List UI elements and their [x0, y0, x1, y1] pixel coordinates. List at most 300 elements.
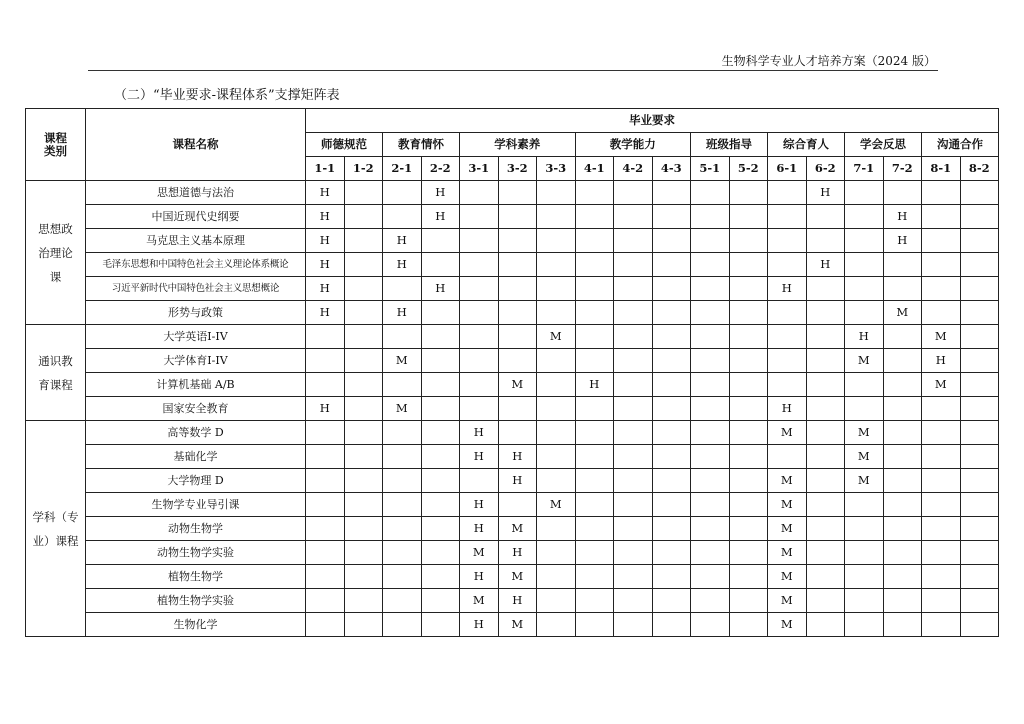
table-row — [26, 541, 999, 565]
support-level-cell — [537, 613, 576, 637]
support-level-cell — [883, 613, 922, 637]
support-level-cell: H — [383, 253, 422, 277]
support-level-cell — [344, 397, 383, 421]
course-name-cell: 思想道德与法治 — [86, 181, 306, 205]
support-level-cell — [922, 517, 961, 541]
course-name-cell: 大学物理 D — [86, 469, 306, 493]
support-level-cell — [614, 349, 653, 373]
support-level-cell — [806, 445, 845, 469]
support-level-cell — [575, 301, 614, 325]
support-level-cell — [344, 445, 383, 469]
support-level-cell — [845, 397, 884, 421]
support-level-cell — [922, 229, 961, 253]
support-level-cell — [383, 181, 422, 205]
support-level-cell: M — [845, 445, 884, 469]
table-row — [26, 301, 999, 325]
support-level-cell — [652, 373, 691, 397]
support-level-cell — [306, 421, 345, 445]
support-level-cell — [498, 421, 537, 445]
support-level-cell — [344, 589, 383, 613]
support-level-cell: H — [421, 277, 460, 301]
support-level-cell — [883, 469, 922, 493]
col-header-requirements: 毕业要求 — [306, 109, 999, 133]
support-level-cell — [383, 541, 422, 565]
support-level-cell — [960, 397, 999, 421]
support-level-cell — [575, 445, 614, 469]
support-level-cell — [614, 541, 653, 565]
support-level-cell — [460, 397, 499, 421]
support-level-cell — [460, 349, 499, 373]
support-level-cell — [344, 181, 383, 205]
support-level-cell — [806, 517, 845, 541]
support-level-cell — [575, 253, 614, 277]
support-level-cell: H — [498, 469, 537, 493]
support-level-cell — [421, 589, 460, 613]
support-level-cell: H — [498, 541, 537, 565]
support-level-cell — [575, 421, 614, 445]
support-level-cell: H — [883, 229, 922, 253]
support-level-cell — [498, 493, 537, 517]
support-level-cell: H — [768, 397, 807, 421]
support-level-cell — [383, 517, 422, 541]
support-level-cell — [768, 373, 807, 397]
support-level-cell — [614, 517, 653, 541]
support-level-cell — [960, 517, 999, 541]
support-level-cell — [498, 229, 537, 253]
support-level-cell: H — [306, 229, 345, 253]
course-name-cell: 习近平新时代中国特色社会主义思想概论 — [86, 277, 306, 301]
support-level-cell — [344, 421, 383, 445]
support-level-cell — [883, 397, 922, 421]
support-level-cell — [652, 253, 691, 277]
support-level-cell — [845, 493, 884, 517]
support-level-cell — [883, 445, 922, 469]
support-level-cell — [421, 229, 460, 253]
support-level-cell — [729, 373, 768, 397]
support-matrix-table — [25, 108, 999, 637]
support-level-cell — [768, 253, 807, 277]
support-level-cell — [383, 613, 422, 637]
support-level-cell — [691, 373, 730, 397]
table-row — [26, 493, 999, 517]
support-level-cell — [883, 181, 922, 205]
support-level-cell — [922, 397, 961, 421]
support-level-cell — [383, 493, 422, 517]
support-level-cell — [845, 301, 884, 325]
support-level-cell: M — [498, 517, 537, 541]
support-level-cell — [344, 541, 383, 565]
support-level-cell — [729, 181, 768, 205]
support-level-cell: H — [845, 325, 884, 349]
support-level-cell — [806, 229, 845, 253]
header-row — [26, 109, 999, 133]
support-level-cell — [614, 397, 653, 421]
support-level-cell — [806, 541, 845, 565]
support-level-cell — [383, 325, 422, 349]
support-level-cell — [575, 541, 614, 565]
support-level-cell: M — [922, 325, 961, 349]
table-row — [26, 565, 999, 589]
support-level-cell — [691, 349, 730, 373]
support-level-cell — [729, 541, 768, 565]
table-row — [26, 325, 999, 349]
support-level-cell — [691, 397, 730, 421]
support-level-cell — [845, 277, 884, 301]
course-name-cell: 动物生物学实验 — [86, 541, 306, 565]
support-level-cell — [960, 253, 999, 277]
support-level-cell — [421, 517, 460, 541]
support-level-cell — [383, 277, 422, 301]
support-level-cell — [729, 469, 768, 493]
course-name-cell: 生物化学 — [86, 613, 306, 637]
course-category-cell: 学科（专 业）课程 — [26, 421, 86, 637]
support-level-cell — [845, 253, 884, 277]
support-level-cell — [960, 181, 999, 205]
requirement-group-header: 学会反思 — [845, 133, 922, 157]
course-name-cell: 马克思主义基本原理 — [86, 229, 306, 253]
requirement-code-header: 6-1 — [768, 157, 807, 181]
support-level-cell: M — [768, 421, 807, 445]
support-level-cell — [460, 205, 499, 229]
support-level-cell: H — [306, 301, 345, 325]
requirement-code-header: 2-2 — [421, 157, 460, 181]
support-level-cell — [498, 301, 537, 325]
support-level-cell — [691, 469, 730, 493]
support-level-cell — [652, 565, 691, 589]
table-row — [26, 277, 999, 301]
support-level-cell — [729, 325, 768, 349]
support-level-cell — [460, 253, 499, 277]
support-level-cell — [537, 589, 576, 613]
support-level-cell — [421, 613, 460, 637]
support-level-cell: H — [806, 181, 845, 205]
support-level-cell — [960, 205, 999, 229]
support-level-cell — [845, 205, 884, 229]
support-level-cell — [806, 613, 845, 637]
support-level-cell — [575, 325, 614, 349]
support-level-cell — [537, 205, 576, 229]
support-level-cell: M — [768, 493, 807, 517]
support-level-cell — [960, 325, 999, 349]
support-level-cell — [575, 613, 614, 637]
support-level-cell — [691, 541, 730, 565]
support-level-cell: H — [768, 277, 807, 301]
support-level-cell — [652, 181, 691, 205]
table-row — [26, 373, 999, 397]
support-level-cell — [922, 277, 961, 301]
support-level-cell — [460, 229, 499, 253]
support-level-cell: H — [421, 205, 460, 229]
support-level-cell — [922, 469, 961, 493]
requirement-code-header: 3-1 — [460, 157, 499, 181]
course-category-cell: 思想政 治理论 课 — [26, 181, 86, 325]
support-level-cell — [421, 301, 460, 325]
table-row — [26, 613, 999, 637]
support-level-cell — [768, 349, 807, 373]
support-level-cell: M — [845, 469, 884, 493]
support-level-cell — [537, 469, 576, 493]
support-level-cell — [652, 541, 691, 565]
support-level-cell: H — [306, 181, 345, 205]
support-level-cell — [922, 253, 961, 277]
support-level-cell — [498, 397, 537, 421]
support-level-cell — [960, 565, 999, 589]
support-level-cell — [883, 565, 922, 589]
support-level-cell — [691, 253, 730, 277]
support-level-cell — [729, 277, 768, 301]
course-name-cell: 植物生物学实验 — [86, 589, 306, 613]
support-level-cell: M — [498, 565, 537, 589]
support-level-cell — [575, 589, 614, 613]
support-level-cell — [498, 181, 537, 205]
support-level-cell: H — [460, 493, 499, 517]
support-level-cell — [421, 469, 460, 493]
support-level-cell — [729, 397, 768, 421]
support-level-cell — [498, 253, 537, 277]
support-level-cell — [575, 181, 614, 205]
requirement-group-header: 班级指导 — [691, 133, 768, 157]
course-name-cell: 大学体育I-IV — [86, 349, 306, 373]
support-level-cell — [460, 277, 499, 301]
support-level-cell — [652, 613, 691, 637]
support-level-cell — [729, 445, 768, 469]
support-level-cell — [806, 421, 845, 445]
support-level-cell — [537, 541, 576, 565]
course-category-cell: 通识教 育课程 — [26, 325, 86, 421]
support-level-cell — [498, 277, 537, 301]
course-name-cell: 高等数学 D — [86, 421, 306, 445]
support-level-cell — [652, 277, 691, 301]
support-level-cell — [729, 613, 768, 637]
support-level-cell — [498, 349, 537, 373]
support-level-cell — [960, 445, 999, 469]
support-level-cell — [960, 493, 999, 517]
support-level-cell — [768, 229, 807, 253]
requirement-code-header: 4-1 — [575, 157, 614, 181]
support-level-cell — [729, 493, 768, 517]
support-level-cell — [421, 253, 460, 277]
support-level-cell — [960, 421, 999, 445]
support-level-cell — [691, 229, 730, 253]
support-level-cell: H — [806, 253, 845, 277]
support-level-cell: H — [306, 253, 345, 277]
support-level-cell: H — [460, 445, 499, 469]
support-level-cell — [806, 373, 845, 397]
requirement-code-header: 2-1 — [383, 157, 422, 181]
support-level-cell: H — [306, 205, 345, 229]
support-level-cell — [383, 565, 422, 589]
support-level-cell: M — [768, 589, 807, 613]
support-level-cell — [691, 301, 730, 325]
support-level-cell — [421, 421, 460, 445]
support-level-cell — [691, 445, 730, 469]
support-level-cell — [537, 229, 576, 253]
support-level-cell — [960, 541, 999, 565]
requirement-code-header: 4-2 — [614, 157, 653, 181]
support-level-cell — [729, 205, 768, 229]
support-level-cell — [460, 301, 499, 325]
support-level-cell: H — [922, 349, 961, 373]
support-level-cell — [421, 541, 460, 565]
support-level-cell — [960, 613, 999, 637]
support-level-cell — [960, 589, 999, 613]
support-level-cell — [614, 445, 653, 469]
support-level-cell — [960, 301, 999, 325]
support-level-cell — [883, 373, 922, 397]
support-level-cell — [344, 493, 383, 517]
course-name-cell: 生物学专业导引课 — [86, 493, 306, 517]
support-level-cell — [421, 493, 460, 517]
support-level-cell — [652, 445, 691, 469]
support-level-cell — [614, 589, 653, 613]
support-level-cell — [575, 277, 614, 301]
support-level-cell — [960, 349, 999, 373]
support-level-cell — [691, 325, 730, 349]
support-level-cell — [922, 181, 961, 205]
support-level-cell — [306, 325, 345, 349]
table-row — [26, 517, 999, 541]
support-level-cell — [806, 565, 845, 589]
support-level-cell — [652, 205, 691, 229]
support-level-cell — [652, 421, 691, 445]
support-level-cell — [883, 589, 922, 613]
support-level-cell — [729, 253, 768, 277]
requirement-code-header: 4-3 — [652, 157, 691, 181]
support-level-cell: H — [460, 613, 499, 637]
support-level-cell — [614, 205, 653, 229]
support-level-cell: M — [768, 517, 807, 541]
course-name-cell: 动物生物学 — [86, 517, 306, 541]
support-level-cell — [960, 229, 999, 253]
requirement-code-header: 5-1 — [691, 157, 730, 181]
support-level-cell — [691, 565, 730, 589]
requirement-code-header: 8-2 — [960, 157, 999, 181]
support-level-cell: M — [922, 373, 961, 397]
support-level-cell — [729, 517, 768, 541]
requirement-group-header: 沟通合作 — [922, 133, 999, 157]
support-level-cell: M — [460, 541, 499, 565]
support-level-cell — [806, 589, 845, 613]
document-title: 生物科学专业人才培养方案（2024 版） — [721, 54, 936, 68]
requirement-code-header: 7-1 — [845, 157, 884, 181]
support-level-cell — [421, 565, 460, 589]
support-level-cell — [460, 373, 499, 397]
support-level-cell — [344, 325, 383, 349]
support-level-cell — [344, 373, 383, 397]
requirement-code-header: 1-1 — [306, 157, 345, 181]
support-level-cell: H — [883, 205, 922, 229]
support-level-cell — [922, 565, 961, 589]
requirement-group-header: 学科素养 — [460, 133, 576, 157]
support-level-cell — [845, 373, 884, 397]
requirement-code-header: 7-2 — [883, 157, 922, 181]
header-divider — [88, 70, 938, 71]
support-level-cell: H — [460, 421, 499, 445]
support-level-cell: M — [537, 325, 576, 349]
support-level-cell — [575, 397, 614, 421]
support-level-cell — [614, 565, 653, 589]
support-level-cell — [344, 253, 383, 277]
support-level-cell: M — [498, 373, 537, 397]
support-level-cell — [537, 445, 576, 469]
support-level-cell — [883, 349, 922, 373]
support-level-cell — [729, 301, 768, 325]
support-level-cell — [614, 421, 653, 445]
support-level-cell — [652, 469, 691, 493]
course-name-cell: 形势与政策 — [86, 301, 306, 325]
table-row — [26, 589, 999, 613]
support-level-cell — [306, 589, 345, 613]
support-level-cell — [306, 517, 345, 541]
table-row — [26, 349, 999, 373]
support-level-cell — [421, 397, 460, 421]
section-title: （二）“毕业要求-课程体系”支撑矩阵表 — [114, 88, 340, 103]
course-name-cell: 计算机基础 A/B — [86, 373, 306, 397]
support-level-cell — [691, 277, 730, 301]
support-level-cell — [306, 613, 345, 637]
support-level-cell — [883, 253, 922, 277]
support-level-cell: M — [498, 613, 537, 637]
support-level-cell — [421, 445, 460, 469]
support-level-cell — [960, 469, 999, 493]
table-row — [26, 421, 999, 445]
support-level-cell — [691, 613, 730, 637]
support-level-cell — [614, 373, 653, 397]
support-level-cell: H — [421, 181, 460, 205]
support-level-cell — [806, 397, 845, 421]
support-level-cell — [691, 493, 730, 517]
support-level-cell: H — [460, 565, 499, 589]
support-level-cell — [575, 565, 614, 589]
course-name-cell: 植物生物学 — [86, 565, 306, 589]
requirement-code-header: 8-1 — [922, 157, 961, 181]
support-level-cell — [537, 277, 576, 301]
support-level-cell — [883, 421, 922, 445]
support-level-cell — [652, 589, 691, 613]
support-level-cell — [537, 373, 576, 397]
support-level-cell — [383, 589, 422, 613]
support-level-cell — [922, 589, 961, 613]
support-level-cell — [845, 541, 884, 565]
support-level-cell — [922, 445, 961, 469]
table-row — [26, 181, 999, 205]
support-level-cell — [575, 349, 614, 373]
requirement-group-header: 师德规范 — [306, 133, 383, 157]
support-level-cell: M — [383, 349, 422, 373]
support-level-cell — [421, 325, 460, 349]
course-name-cell: 毛泽东思想和中国特色社会主义理论体系概论 — [86, 253, 306, 277]
course-name-cell: 中国近现代史纲要 — [86, 205, 306, 229]
support-level-cell — [614, 277, 653, 301]
table-row — [26, 469, 999, 493]
support-level-cell — [806, 325, 845, 349]
support-level-cell — [614, 613, 653, 637]
table-row — [26, 397, 999, 421]
support-level-cell — [768, 301, 807, 325]
support-level-cell — [845, 181, 884, 205]
support-level-cell: H — [498, 445, 537, 469]
support-level-cell — [806, 301, 845, 325]
support-level-cell — [652, 229, 691, 253]
support-level-cell: H — [306, 397, 345, 421]
support-level-cell: M — [460, 589, 499, 613]
support-level-cell — [306, 373, 345, 397]
support-level-cell — [537, 301, 576, 325]
support-level-cell — [614, 325, 653, 349]
table-row — [26, 229, 999, 253]
support-level-cell — [729, 229, 768, 253]
support-level-cell — [768, 205, 807, 229]
